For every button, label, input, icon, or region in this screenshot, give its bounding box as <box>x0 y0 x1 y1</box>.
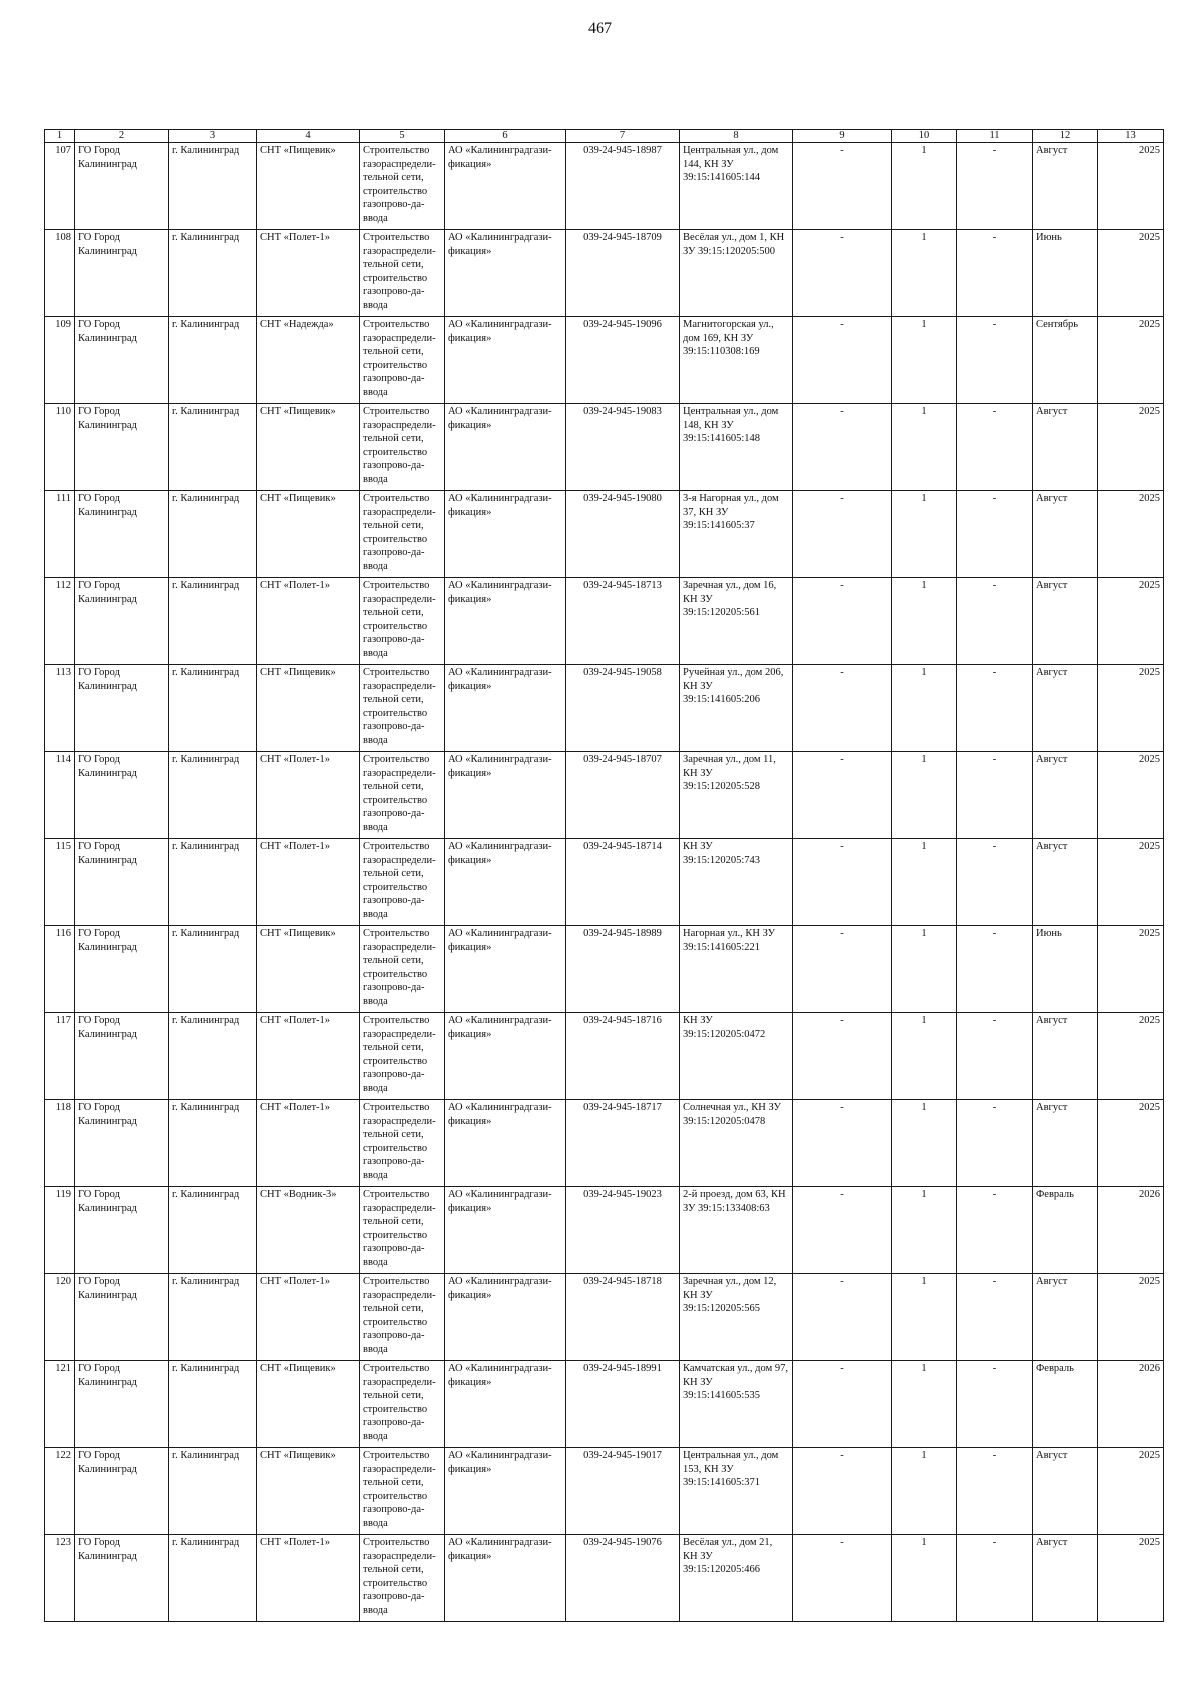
column-10-cell: 1 <box>892 230 957 317</box>
locality-cell: г. Калининград <box>169 404 257 491</box>
column-11-cell: - <box>957 926 1033 1013</box>
month-cell: Июнь <box>1033 230 1098 317</box>
column-11-cell: - <box>957 1361 1033 1448</box>
column-10-cell: 1 <box>892 404 957 491</box>
municipality-cell: ГО Город Калининград <box>75 578 169 665</box>
month-cell: Август <box>1033 578 1098 665</box>
column-11-cell: - <box>957 1187 1033 1274</box>
year-cell: 2025 <box>1098 578 1164 665</box>
snt-name-cell: СНТ «Полет-1» <box>257 752 360 839</box>
month-cell: Июнь <box>1033 926 1098 1013</box>
municipality-cell: ГО Город Калининград <box>75 1361 169 1448</box>
application-code-cell: 039-24-945-19017 <box>566 1448 680 1535</box>
row-number-cell: 118 <box>45 1100 75 1187</box>
row-number-cell: 117 <box>45 1013 75 1100</box>
table-row <box>45 404 1164 491</box>
snt-name-cell: СНТ «Полет-1» <box>257 1100 360 1187</box>
snt-name-cell: СНТ «Полет-1» <box>257 1535 360 1622</box>
column-header: 7 <box>566 130 680 143</box>
column-10-cell: 1 <box>892 1535 957 1622</box>
locality-cell: г. Калининград <box>169 1361 257 1448</box>
row-number-cell: 113 <box>45 665 75 752</box>
organization-cell: АО «Калининградгази-фикация» <box>445 1274 566 1361</box>
column-11-cell: - <box>957 491 1033 578</box>
row-number-cell: 123 <box>45 1535 75 1622</box>
snt-name-cell: СНТ «Водник-3» <box>257 1187 360 1274</box>
municipality-cell: ГО Город Калининград <box>75 143 169 230</box>
column-9-cell: - <box>793 317 892 404</box>
year-cell: 2025 <box>1098 665 1164 752</box>
application-code-cell: 039-24-945-19076 <box>566 1535 680 1622</box>
table-row <box>45 1535 1164 1622</box>
locality-cell: г. Калининград <box>169 839 257 926</box>
row-number-cell: 111 <box>45 491 75 578</box>
table-body <box>45 143 1164 1622</box>
column-10-cell: 1 <box>892 317 957 404</box>
year-cell: 2025 <box>1098 404 1164 491</box>
year-cell: 2026 <box>1098 1187 1164 1274</box>
organization-cell: АО «Калининградгази-фикация» <box>445 926 566 1013</box>
work-description-cell: Строительство газораспредели-тельной сети, строительство газопрово-да-ввода <box>360 839 445 926</box>
municipality-cell: ГО Город Калининград <box>75 665 169 752</box>
application-code-cell: 039-24-945-18707 <box>566 752 680 839</box>
column-9-cell: - <box>793 578 892 665</box>
locality-cell: г. Калининград <box>169 491 257 578</box>
work-description-cell: Строительство газораспредели-тельной сети, строительство газопрово-да-ввода <box>360 143 445 230</box>
municipality-cell: ГО Город Калининград <box>75 1274 169 1361</box>
address-cell: Нагорная ул., КН ЗУ 39:15:141605:221 <box>680 926 793 1013</box>
snt-name-cell: СНТ «Полет-1» <box>257 839 360 926</box>
snt-name-cell: СНТ «Пищевик» <box>257 491 360 578</box>
month-cell: Август <box>1033 404 1098 491</box>
application-code-cell: 039-24-945-18713 <box>566 578 680 665</box>
column-header: 8 <box>680 130 793 143</box>
locality-cell: г. Калининград <box>169 665 257 752</box>
column-10-cell: 1 <box>892 578 957 665</box>
month-cell: Февраль <box>1033 1361 1098 1448</box>
month-cell: Август <box>1033 1274 1098 1361</box>
organization-cell: АО «Калининградгази-фикация» <box>445 404 566 491</box>
row-number-cell: 112 <box>45 578 75 665</box>
column-header: 5 <box>360 130 445 143</box>
month-cell: Август <box>1033 491 1098 578</box>
locality-cell: г. Калининград <box>169 230 257 317</box>
month-cell: Август <box>1033 752 1098 839</box>
column-11-cell: - <box>957 143 1033 230</box>
column-header: 1 <box>45 130 75 143</box>
application-code-cell: 039-24-945-18989 <box>566 926 680 1013</box>
column-9-cell: - <box>793 1187 892 1274</box>
municipality-cell: ГО Город Калининград <box>75 404 169 491</box>
row-number-cell: 109 <box>45 317 75 404</box>
snt-name-cell: СНТ «Пищевик» <box>257 665 360 752</box>
application-code-cell: 039-24-945-18709 <box>566 230 680 317</box>
organization-cell: АО «Калининградгази-фикация» <box>445 1187 566 1274</box>
table-row <box>45 491 1164 578</box>
row-number-cell: 108 <box>45 230 75 317</box>
month-cell: Август <box>1033 1448 1098 1535</box>
work-description-cell: Строительство газораспредели-тельной сети, строительство газопрово-да-ввода <box>360 1448 445 1535</box>
municipality-cell: ГО Город Калининград <box>75 491 169 578</box>
municipality-cell: ГО Город Калининград <box>75 230 169 317</box>
locality-cell: г. Калининград <box>169 926 257 1013</box>
column-11-cell: - <box>957 230 1033 317</box>
column-header: 6 <box>445 130 566 143</box>
snt-name-cell: СНТ «Пищевик» <box>257 1361 360 1448</box>
organization-cell: АО «Калининградгази-фикация» <box>445 752 566 839</box>
locality-cell: г. Калининград <box>169 578 257 665</box>
municipality-cell: ГО Город Калининград <box>75 1013 169 1100</box>
snt-name-cell: СНТ «Полет-1» <box>257 1274 360 1361</box>
column-11-cell: - <box>957 1274 1033 1361</box>
application-code-cell: 039-24-945-19096 <box>566 317 680 404</box>
work-description-cell: Строительство газораспредели-тельной сети, строительство газопрово-да-ввода <box>360 1361 445 1448</box>
application-code-cell: 039-24-945-19083 <box>566 404 680 491</box>
application-code-cell: 039-24-945-18716 <box>566 1013 680 1100</box>
column-9-cell: - <box>793 143 892 230</box>
year-cell: 2026 <box>1098 1361 1164 1448</box>
column-header: 4 <box>257 130 360 143</box>
address-cell: Заречная ул., дом 12, КН ЗУ 39:15:120205:565 <box>680 1274 793 1361</box>
table-row <box>45 752 1164 839</box>
table-row <box>45 230 1164 317</box>
column-10-cell: 1 <box>892 1361 957 1448</box>
snt-name-cell: СНТ «Пищевик» <box>257 926 360 1013</box>
table-row <box>45 317 1164 404</box>
locality-cell: г. Калининград <box>169 752 257 839</box>
table-row <box>45 1448 1164 1535</box>
address-cell: КН ЗУ 39:15:120205:0472 <box>680 1013 793 1100</box>
column-11-cell: - <box>957 752 1033 839</box>
column-9-cell: - <box>793 404 892 491</box>
page-number: 467 <box>588 20 612 37</box>
address-cell: Весёлая ул., дом 1, КН ЗУ 39:15:120205:500 <box>680 230 793 317</box>
application-code-cell: 039-24-945-19058 <box>566 665 680 752</box>
gasification-table <box>44 129 1164 1622</box>
column-header: 9 <box>793 130 892 143</box>
month-cell: Август <box>1033 665 1098 752</box>
column-header: 2 <box>75 130 169 143</box>
municipality-cell: ГО Город Калининград <box>75 1535 169 1622</box>
column-11-cell: - <box>957 1013 1033 1100</box>
column-header: 11 <box>957 130 1033 143</box>
column-9-cell: - <box>793 926 892 1013</box>
column-9-cell: - <box>793 1361 892 1448</box>
row-number-cell: 114 <box>45 752 75 839</box>
column-10-cell: 1 <box>892 1448 957 1535</box>
column-11-cell: - <box>957 665 1033 752</box>
row-number-cell: 120 <box>45 1274 75 1361</box>
application-code-cell: 039-24-945-19080 <box>566 491 680 578</box>
column-9-cell: - <box>793 1274 892 1361</box>
snt-name-cell: СНТ «Надежда» <box>257 317 360 404</box>
organization-cell: АО «Калининградгази-фикация» <box>445 491 566 578</box>
organization-cell: АО «Калининградгази-фикация» <box>445 143 566 230</box>
application-code-cell: 039-24-945-18714 <box>566 839 680 926</box>
locality-cell: г. Калининград <box>169 143 257 230</box>
address-cell: Заречная ул., дом 11, КН ЗУ 39:15:120205:528 <box>680 752 793 839</box>
table-row <box>45 665 1164 752</box>
row-number-cell: 115 <box>45 839 75 926</box>
municipality-cell: ГО Город Калининград <box>75 926 169 1013</box>
year-cell: 2025 <box>1098 143 1164 230</box>
column-9-cell: - <box>793 491 892 578</box>
row-number-cell: 110 <box>45 404 75 491</box>
year-cell: 2025 <box>1098 317 1164 404</box>
snt-name-cell: СНТ «Пищевик» <box>257 404 360 491</box>
column-9-cell: - <box>793 1100 892 1187</box>
table-row <box>45 1100 1164 1187</box>
organization-cell: АО «Калининградгази-фикация» <box>445 1535 566 1622</box>
locality-cell: г. Калининград <box>169 1535 257 1622</box>
year-cell: 2025 <box>1098 1535 1164 1622</box>
address-cell: Центральная ул., дом 148, КН ЗУ 39:15:141605:148 <box>680 404 793 491</box>
column-9-cell: - <box>793 1013 892 1100</box>
year-cell: 2025 <box>1098 1274 1164 1361</box>
year-cell: 2025 <box>1098 839 1164 926</box>
work-description-cell: Строительство газораспредели-тельной сети, строительство газопрово-да-ввода <box>360 1013 445 1100</box>
table-row <box>45 1013 1164 1100</box>
work-description-cell: Строительство газораспредели-тельной сети, строительство газопрово-да-ввода <box>360 665 445 752</box>
row-number-cell: 116 <box>45 926 75 1013</box>
month-cell: Февраль <box>1033 1187 1098 1274</box>
year-cell: 2025 <box>1098 926 1164 1013</box>
row-number-cell: 121 <box>45 1361 75 1448</box>
year-cell: 2025 <box>1098 752 1164 839</box>
column-header: 13 <box>1098 130 1164 143</box>
municipality-cell: ГО Город Калининград <box>75 1100 169 1187</box>
column-11-cell: - <box>957 1100 1033 1187</box>
column-10-cell: 1 <box>892 839 957 926</box>
work-description-cell: Строительство газораспредели-тельной сети, строительство газопрово-да-ввода <box>360 926 445 1013</box>
work-description-cell: Строительство газораспредели-тельной сети, строительство газопрово-да-ввода <box>360 1100 445 1187</box>
table-row <box>45 1187 1164 1274</box>
municipality-cell: ГО Город Калининград <box>75 1448 169 1535</box>
column-10-cell: 1 <box>892 143 957 230</box>
column-9-cell: - <box>793 752 892 839</box>
column-11-cell: - <box>957 578 1033 665</box>
column-10-cell: 1 <box>892 1013 957 1100</box>
column-9-cell: - <box>793 230 892 317</box>
year-cell: 2025 <box>1098 491 1164 578</box>
column-11-cell: - <box>957 404 1033 491</box>
address-cell: Ручейная ул., дом 206, КН ЗУ 39:15:141605:206 <box>680 665 793 752</box>
month-cell: Август <box>1033 1100 1098 1187</box>
column-header: 12 <box>1033 130 1098 143</box>
column-10-cell: 1 <box>892 1100 957 1187</box>
column-11-cell: - <box>957 1448 1033 1535</box>
column-10-cell: 1 <box>892 926 957 1013</box>
organization-cell: АО «Калининградгази-фикация» <box>445 1100 566 1187</box>
snt-name-cell: СНТ «Полет-1» <box>257 578 360 665</box>
column-header: 3 <box>169 130 257 143</box>
locality-cell: г. Калининград <box>169 1100 257 1187</box>
municipality-cell: ГО Город Калининград <box>75 839 169 926</box>
column-number-row <box>45 130 1164 143</box>
column-9-cell: - <box>793 665 892 752</box>
application-code-cell: 039-24-945-18718 <box>566 1274 680 1361</box>
municipality-cell: ГО Город Калининград <box>75 1187 169 1274</box>
month-cell: Август <box>1033 1535 1098 1622</box>
municipality-cell: ГО Город Калининград <box>75 752 169 839</box>
locality-cell: г. Калининград <box>169 1274 257 1361</box>
work-description-cell: Строительство газораспредели-тельной сети, строительство газопрово-да-ввода <box>360 230 445 317</box>
address-cell: 3-я Нагорная ул., дом 37, КН ЗУ 39:15:141605:37 <box>680 491 793 578</box>
month-cell: Август <box>1033 1013 1098 1100</box>
work-description-cell: Строительство газораспредели-тельной сети, строительство газопрово-да-ввода <box>360 1187 445 1274</box>
address-cell: Магнитогорская ул., дом 169, КН ЗУ 39:15:110308:169 <box>680 317 793 404</box>
row-number-cell: 119 <box>45 1187 75 1274</box>
year-cell: 2025 <box>1098 230 1164 317</box>
column-9-cell: - <box>793 839 892 926</box>
organization-cell: АО «Калининградгази-фикация» <box>445 230 566 317</box>
row-number-cell: 107 <box>45 143 75 230</box>
column-11-cell: - <box>957 317 1033 404</box>
column-10-cell: 1 <box>892 491 957 578</box>
organization-cell: АО «Калининградгази-фикация» <box>445 665 566 752</box>
address-cell: 2-й проезд, дом 63, КН ЗУ 39:15:133408:63 <box>680 1187 793 1274</box>
locality-cell: г. Калининград <box>169 1187 257 1274</box>
table-row <box>45 1361 1164 1448</box>
table-row <box>45 143 1164 230</box>
year-cell: 2025 <box>1098 1448 1164 1535</box>
organization-cell: АО «Калининградгази-фикация» <box>445 578 566 665</box>
column-9-cell: - <box>793 1535 892 1622</box>
application-code-cell: 039-24-945-18991 <box>566 1361 680 1448</box>
work-description-cell: Строительство газораспредели-тельной сети, строительство газопрово-да-ввода <box>360 1535 445 1622</box>
column-header: 10 <box>892 130 957 143</box>
column-11-cell: - <box>957 839 1033 926</box>
year-cell: 2025 <box>1098 1100 1164 1187</box>
work-description-cell: Строительство газораспредели-тельной сети, строительство газопрово-да-ввода <box>360 752 445 839</box>
work-description-cell: Строительство газораспредели-тельной сети, строительство газопрово-да-ввода <box>360 404 445 491</box>
organization-cell: АО «Калининградгази-фикация» <box>445 1013 566 1100</box>
column-9-cell: - <box>793 1448 892 1535</box>
month-cell: Август <box>1033 839 1098 926</box>
table-row <box>45 839 1164 926</box>
snt-name-cell: СНТ «Пищевик» <box>257 1448 360 1535</box>
locality-cell: г. Калининград <box>169 317 257 404</box>
month-cell: Август <box>1033 143 1098 230</box>
table-row <box>45 926 1164 1013</box>
application-code-cell: 039-24-945-18717 <box>566 1100 680 1187</box>
row-number-cell: 122 <box>45 1448 75 1535</box>
organization-cell: АО «Калининградгази-фикация» <box>445 839 566 926</box>
address-cell: Весёлая ул., дом 21, КН ЗУ 39:15:120205:466 <box>680 1535 793 1622</box>
locality-cell: г. Калининград <box>169 1013 257 1100</box>
address-cell: Центральная ул., дом 153, КН ЗУ 39:15:141605:371 <box>680 1448 793 1535</box>
application-code-cell: 039-24-945-18987 <box>566 143 680 230</box>
snt-name-cell: СНТ «Полет-1» <box>257 1013 360 1100</box>
address-cell: Заречная ул., дом 16, КН ЗУ 39:15:120205:561 <box>680 578 793 665</box>
address-cell: Солнечная ул., КН ЗУ 39:15:120205:0478 <box>680 1100 793 1187</box>
address-cell: Центральная ул., дом 144, КН ЗУ 39:15:141605:144 <box>680 143 793 230</box>
table-row <box>45 578 1164 665</box>
organization-cell: АО «Калининградгази-фикация» <box>445 317 566 404</box>
column-10-cell: 1 <box>892 1187 957 1274</box>
address-cell: Камчатская ул., дом 97, КН ЗУ 39:15:141605:535 <box>680 1361 793 1448</box>
month-cell: Сентябрь <box>1033 317 1098 404</box>
column-10-cell: 1 <box>892 752 957 839</box>
work-description-cell: Строительство газораспредели-тельной сети, строительство газопрово-да-ввода <box>360 491 445 578</box>
column-10-cell: 1 <box>892 1274 957 1361</box>
locality-cell: г. Калининград <box>169 1448 257 1535</box>
snt-name-cell: СНТ «Пищевик» <box>257 143 360 230</box>
work-description-cell: Строительство газораспредели-тельной сети, строительство газопрово-да-ввода <box>360 1274 445 1361</box>
table-row <box>45 1274 1164 1361</box>
organization-cell: АО «Калининградгази-фикация» <box>445 1448 566 1535</box>
application-code-cell: 039-24-945-19023 <box>566 1187 680 1274</box>
municipality-cell: ГО Город Калининград <box>75 317 169 404</box>
column-11-cell: - <box>957 1535 1033 1622</box>
year-cell: 2025 <box>1098 1013 1164 1100</box>
snt-name-cell: СНТ «Полет-1» <box>257 230 360 317</box>
work-description-cell: Строительство газораспредели-тельной сети, строительство газопрово-да-ввода <box>360 578 445 665</box>
address-cell: КН ЗУ 39:15:120205:743 <box>680 839 793 926</box>
work-description-cell: Строительство газораспредели-тельной сети, строительство газопрово-да-ввода <box>360 317 445 404</box>
organization-cell: АО «Калининградгази-фикация» <box>445 1361 566 1448</box>
column-10-cell: 1 <box>892 665 957 752</box>
